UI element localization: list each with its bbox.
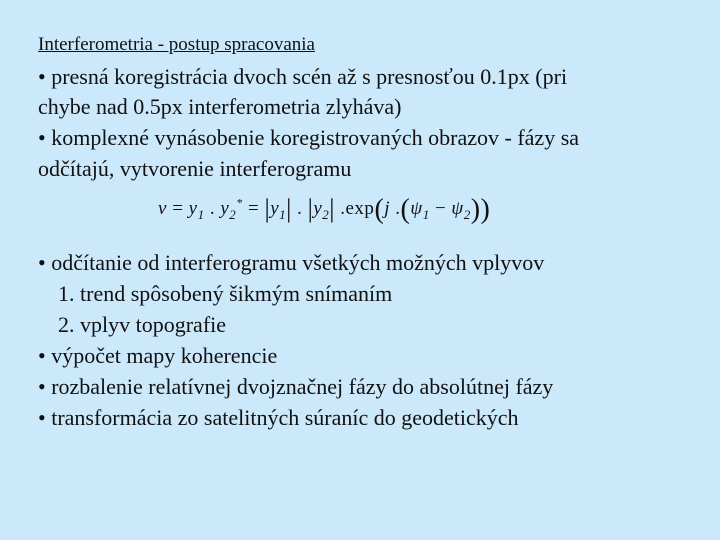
bullet-line-4: • výpočet mapy koherencie [38,343,278,368]
sub-item-2: 2. vplyv topografie [58,312,227,337]
bullet-line-3: • odčítanie od interferogramu všetkých možných vplyvov [38,250,545,275]
bullet-line-2-cont: odčítajú, vytvorenie interferogramu [38,156,352,181]
sub-item-1: 1. trend spôsobený šikmým snímaním [58,281,393,306]
bullet-line-5: • rozbalenie relatívnej dvojznačnej fázy do absolútnej fázy [38,374,554,399]
slide-title: Interferometria - postup spracovania [38,34,315,55]
bullet-line-2: • komplexné vynásobenie koregistrovaných obrazov - fázy sa [38,125,580,150]
bullet-line-6: • transformácia zo satelitných súraníc do geodetických [38,405,519,430]
bullet-line-1-cont: chybe nad 0.5px interferometria zlyháva) [38,94,402,119]
interferogram-formula: $v = y_1$ . $y_2^* = |y_1|$ . $|y_2|$ .exp(j $.(\psi_1 - \psi_2)$) [158,194,491,225]
bullet-line-1: • presná koregistrácia dvoch scén až s presnosťou 0.1px (pri [38,64,568,89]
